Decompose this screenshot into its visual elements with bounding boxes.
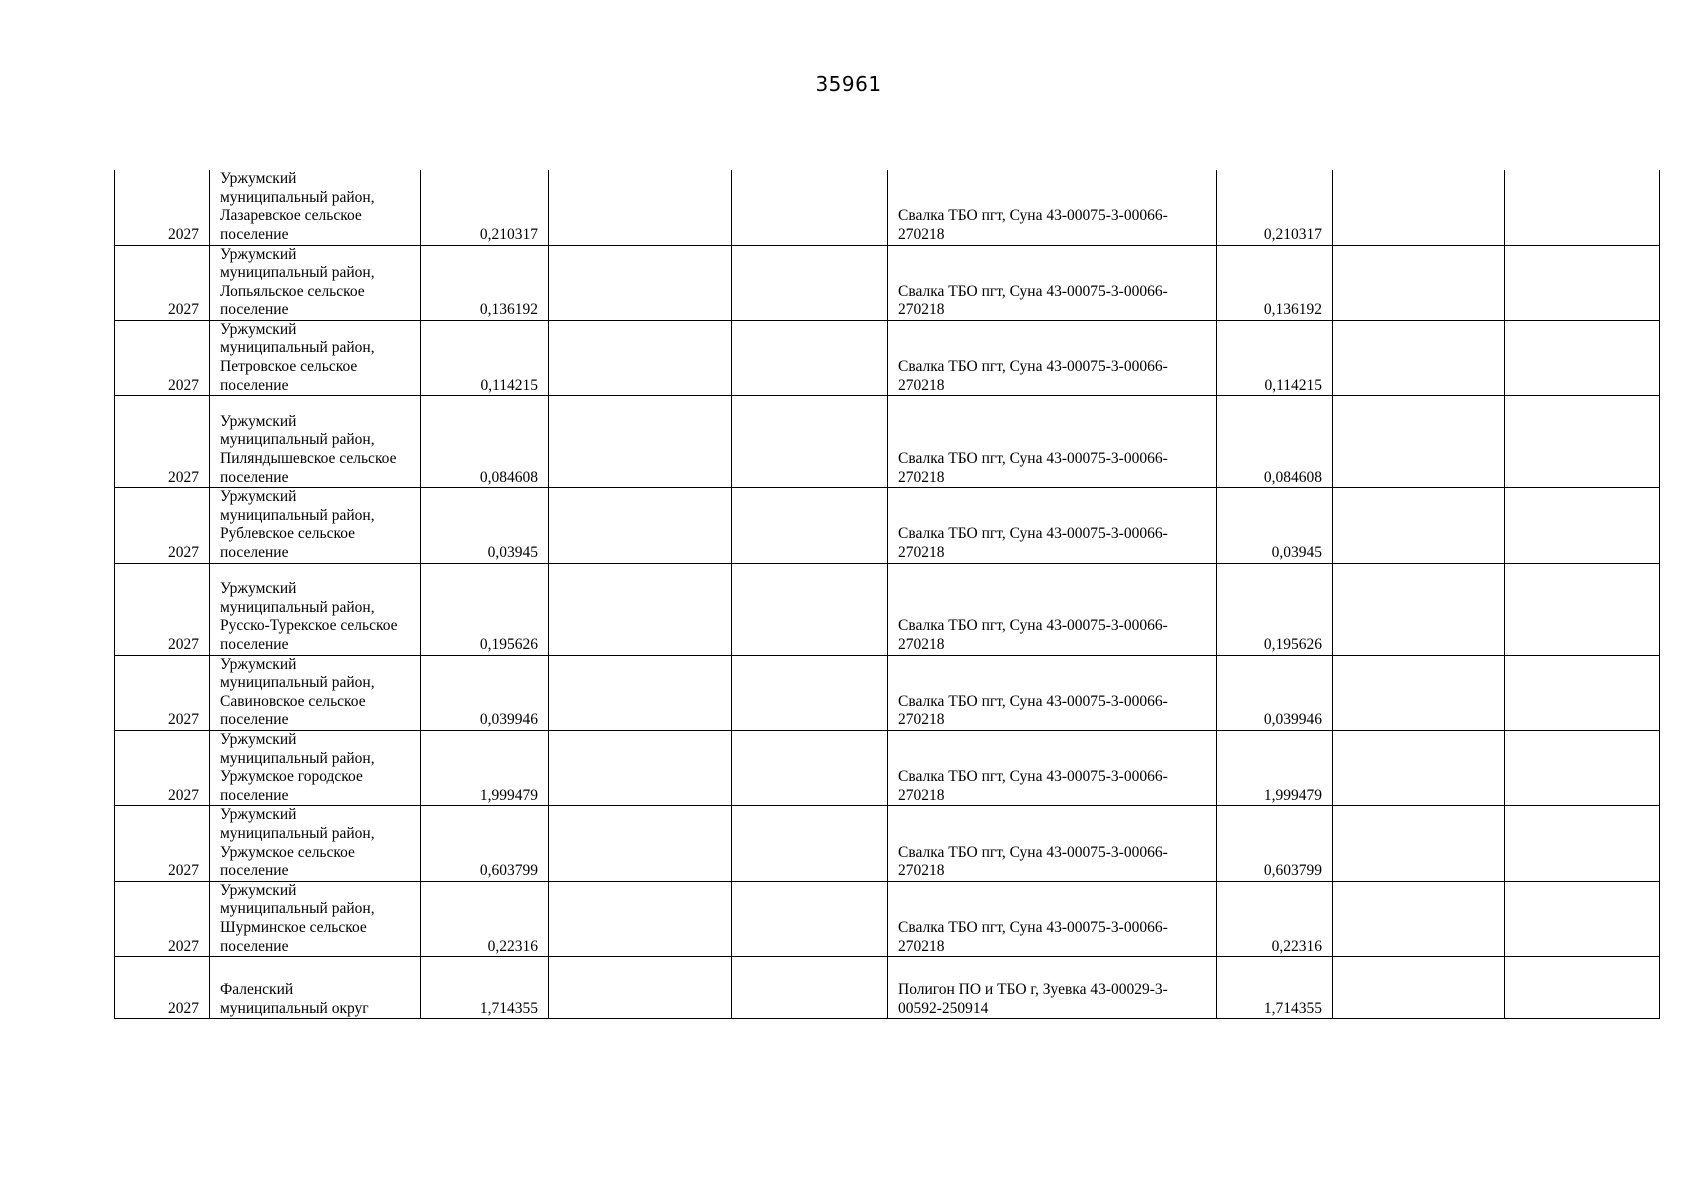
facility-value-cell: 0,03945 [1217, 488, 1333, 563]
municipality-line: муниципальный район, [220, 339, 375, 357]
municipality-line: муниципальный район, [220, 749, 375, 767]
facility-cell [888, 655, 1217, 730]
facility-value-cell: 0,114215 [1217, 320, 1333, 395]
value-cell: 0,03945 [421, 488, 549, 563]
year-cell: 2027 [115, 806, 210, 881]
facility-cell [888, 957, 1217, 1019]
municipality-line: Петровское сельское [220, 358, 358, 376]
empty-cell [1333, 245, 1505, 320]
municipality-cell [210, 563, 421, 655]
year-cell: 2027 [115, 245, 210, 320]
empty-cell [1333, 881, 1505, 956]
empty-cell [1505, 806, 1660, 881]
municipality-line: поселение [220, 786, 289, 804]
municipality-line: Пиляндышевское сельское [220, 450, 397, 468]
empty-cell [1333, 806, 1505, 881]
table-row [115, 245, 1660, 320]
municipality-line: Шурминское сельское [220, 918, 367, 936]
municipality-line: поселение [220, 862, 289, 880]
empty-cell [549, 170, 732, 245]
empty-cell [549, 957, 732, 1019]
facility-line: Свалка ТБО пгт, Суна 43-00075-3-00066- [898, 207, 1168, 225]
facility-cell [888, 563, 1217, 655]
municipality-line: Лазаревское сельское [220, 207, 362, 225]
empty-cell [549, 320, 732, 395]
facility-value-cell: 0,603799 [1217, 806, 1333, 881]
municipality-line: Уржумский [220, 655, 297, 673]
facility-cell [888, 170, 1217, 245]
municipality-line: муниципальный район, [220, 824, 375, 842]
empty-cell [732, 655, 888, 730]
waste-table [114, 170, 1660, 1019]
value-cell: 0,22316 [421, 881, 549, 956]
table-row [115, 655, 1660, 730]
facility-line: 270218 [898, 468, 945, 486]
table-row [115, 806, 1660, 881]
empty-cell [1505, 488, 1660, 563]
municipality-line: Савиновское сельское [220, 692, 366, 710]
municipality-cell [210, 957, 421, 1019]
municipality-line: поселение [220, 544, 289, 562]
municipality-cell [210, 320, 421, 395]
empty-cell [1333, 396, 1505, 488]
value-cell: 0,195626 [421, 563, 549, 655]
facility-line: Свалка ТБО пгт, Суна 43-00075-3-00066- [898, 692, 1168, 710]
table-row [115, 396, 1660, 488]
empty-cell [1505, 655, 1660, 730]
municipality-line: Уржумский [220, 806, 297, 824]
empty-cell [732, 396, 888, 488]
municipality-line: Фаленский [220, 980, 294, 998]
value-cell: 0,210317 [421, 170, 549, 245]
municipality-cell [210, 245, 421, 320]
municipality-line: муниципальный район, [220, 188, 375, 206]
facility-line: 270218 [898, 636, 945, 654]
facility-line: 270218 [898, 711, 945, 729]
empty-cell [549, 881, 732, 956]
empty-cell [549, 396, 732, 488]
facility-value-cell: 0,084608 [1217, 396, 1333, 488]
municipality-line: муниципальный район, [220, 674, 375, 692]
empty-cell [1333, 731, 1505, 806]
facility-cell [888, 881, 1217, 956]
empty-cell [1333, 655, 1505, 730]
facility-line: Свалка ТБО пгт, Суна 43-00075-3-00066- [898, 843, 1168, 861]
municipality-line: поселение [220, 636, 289, 654]
municipality-line: Уржумский [220, 245, 297, 263]
facility-line: 270218 [898, 376, 945, 394]
page-number: 35961 [815, 72, 882, 96]
municipality-line: Уржумское сельское [220, 843, 355, 861]
facility-line: Свалка ТБО пгт, Суна 43-00075-3-00066- [898, 525, 1168, 543]
facility-line: Свалка ТБО пгт, Суна 43-00075-3-00066- [898, 617, 1168, 635]
facility-line: Полигон ПО и ТБО г, Зуевка 43-00029-3- [898, 980, 1168, 998]
facility-line: Свалка ТБО пгт, Суна 43-00075-3-00066- [898, 768, 1168, 786]
municipality-line: муниципальный район, [220, 506, 375, 524]
empty-cell [549, 488, 732, 563]
municipality-line: Лопьяльское сельское [220, 282, 365, 300]
facility-value-cell: 0,22316 [1217, 881, 1333, 956]
municipality-line: поселение [220, 711, 289, 729]
value-cell: 0,136192 [421, 245, 549, 320]
table-row [115, 563, 1660, 655]
facility-cell [888, 806, 1217, 881]
municipality-line: поселение [220, 376, 289, 394]
empty-cell [1333, 488, 1505, 563]
facility-cell [888, 245, 1217, 320]
table-row [115, 881, 1660, 956]
table-row [115, 957, 1660, 1019]
value-cell: 1,999479 [421, 731, 549, 806]
municipality-cell [210, 655, 421, 730]
facility-line: Свалка ТБО пгт, Суна 43-00075-3-00066- [898, 450, 1168, 468]
municipality-cell [210, 488, 421, 563]
empty-cell [732, 170, 888, 245]
municipality-cell [210, 806, 421, 881]
empty-cell [1505, 245, 1660, 320]
empty-cell [732, 563, 888, 655]
municipality-line: Уржумский [220, 320, 297, 338]
empty-cell [1333, 320, 1505, 395]
municipality-line: Уржумский [220, 488, 297, 506]
facility-value-cell: 0,195626 [1217, 563, 1333, 655]
facility-line: 270218 [898, 862, 945, 880]
empty-cell [549, 563, 732, 655]
empty-cell [1505, 957, 1660, 1019]
table-row [115, 170, 1660, 245]
facility-cell [888, 320, 1217, 395]
facility-value-cell: 0,039946 [1217, 655, 1333, 730]
year-cell: 2027 [115, 881, 210, 956]
empty-cell [1333, 170, 1505, 245]
facility-line: Свалка ТБО пгт, Суна 43-00075-3-00066- [898, 918, 1168, 936]
value-cell: 0,603799 [421, 806, 549, 881]
empty-cell [1505, 881, 1660, 956]
year-cell: 2027 [115, 170, 210, 245]
municipality-line: поселение [220, 301, 289, 319]
municipality-cell [210, 170, 421, 245]
municipality-line: поселение [220, 468, 289, 486]
empty-cell [732, 488, 888, 563]
empty-cell [549, 655, 732, 730]
municipality-line: Рублевское сельское [220, 525, 356, 543]
facility-value-cell: 1,999479 [1217, 731, 1333, 806]
facility-value-cell: 1,714355 [1217, 957, 1333, 1019]
facility-value-cell: 0,136192 [1217, 245, 1333, 320]
table-row [115, 488, 1660, 563]
municipality-line: Уржумский [220, 731, 297, 748]
value-cell: 0,084608 [421, 396, 549, 488]
facility-line: Свалка ТБО пгт, Суна 43-00075-3-00066- [898, 358, 1168, 376]
year-cell: 2027 [115, 655, 210, 730]
municipality-line: муниципальный район, [220, 431, 375, 449]
municipality-line: поселение [220, 225, 289, 243]
value-cell: 0,039946 [421, 655, 549, 730]
facility-line: 270218 [898, 786, 945, 804]
value-cell: 0,114215 [421, 320, 549, 395]
municipality-line: Уржумский [220, 412, 297, 430]
municipality-line: Русско-Турекское сельское [220, 617, 398, 635]
empty-cell [732, 881, 888, 956]
empty-cell [1333, 957, 1505, 1019]
facility-line: 270218 [898, 225, 945, 243]
year-cell: 2027 [115, 957, 210, 1019]
facility-cell [888, 488, 1217, 563]
facility-line: 270218 [898, 937, 945, 955]
table-row [115, 731, 1660, 806]
year-cell: 2027 [115, 731, 210, 806]
empty-cell [732, 320, 888, 395]
year-cell: 2027 [115, 396, 210, 488]
empty-cell [732, 245, 888, 320]
empty-cell [732, 731, 888, 806]
facility-value-cell: 0,210317 [1217, 170, 1333, 245]
municipality-line: муниципальный район, [220, 264, 375, 282]
empty-cell [549, 806, 732, 881]
year-cell: 2027 [115, 488, 210, 563]
empty-cell [1505, 731, 1660, 806]
facility-line: Свалка ТБО пгт, Суна 43-00075-3-00066- [898, 282, 1168, 300]
table-row [115, 320, 1660, 395]
municipality-cell [210, 731, 421, 806]
municipality-line: Уржумский [220, 881, 297, 899]
empty-cell [732, 806, 888, 881]
facility-cell [888, 731, 1217, 806]
empty-cell [732, 957, 888, 1019]
facility-line: 270218 [898, 301, 945, 319]
municipality-line: поселение [220, 937, 289, 955]
year-cell: 2027 [115, 563, 210, 655]
facility-line: 00592-250914 [898, 999, 989, 1017]
municipality-line: муниципальный район, [220, 900, 375, 918]
municipality-line: Уржумское городское [220, 768, 363, 786]
value-cell: 1,714355 [421, 957, 549, 1019]
year-cell: 2027 [115, 320, 210, 395]
empty-cell [549, 731, 732, 806]
empty-cell [549, 245, 732, 320]
municipality-line: Уржумский [220, 170, 297, 188]
municipality-cell [210, 396, 421, 488]
empty-cell [1505, 170, 1660, 245]
empty-cell [1505, 563, 1660, 655]
facility-cell [888, 396, 1217, 488]
municipality-line: муниципальный округ [220, 999, 369, 1017]
empty-cell [1333, 563, 1505, 655]
empty-cell [1505, 396, 1660, 488]
municipality-line: муниципальный район, [220, 598, 375, 616]
facility-line: 270218 [898, 544, 945, 562]
empty-cell [1505, 320, 1660, 395]
municipality-cell [210, 881, 421, 956]
municipality-line: Уржумский [220, 580, 297, 598]
